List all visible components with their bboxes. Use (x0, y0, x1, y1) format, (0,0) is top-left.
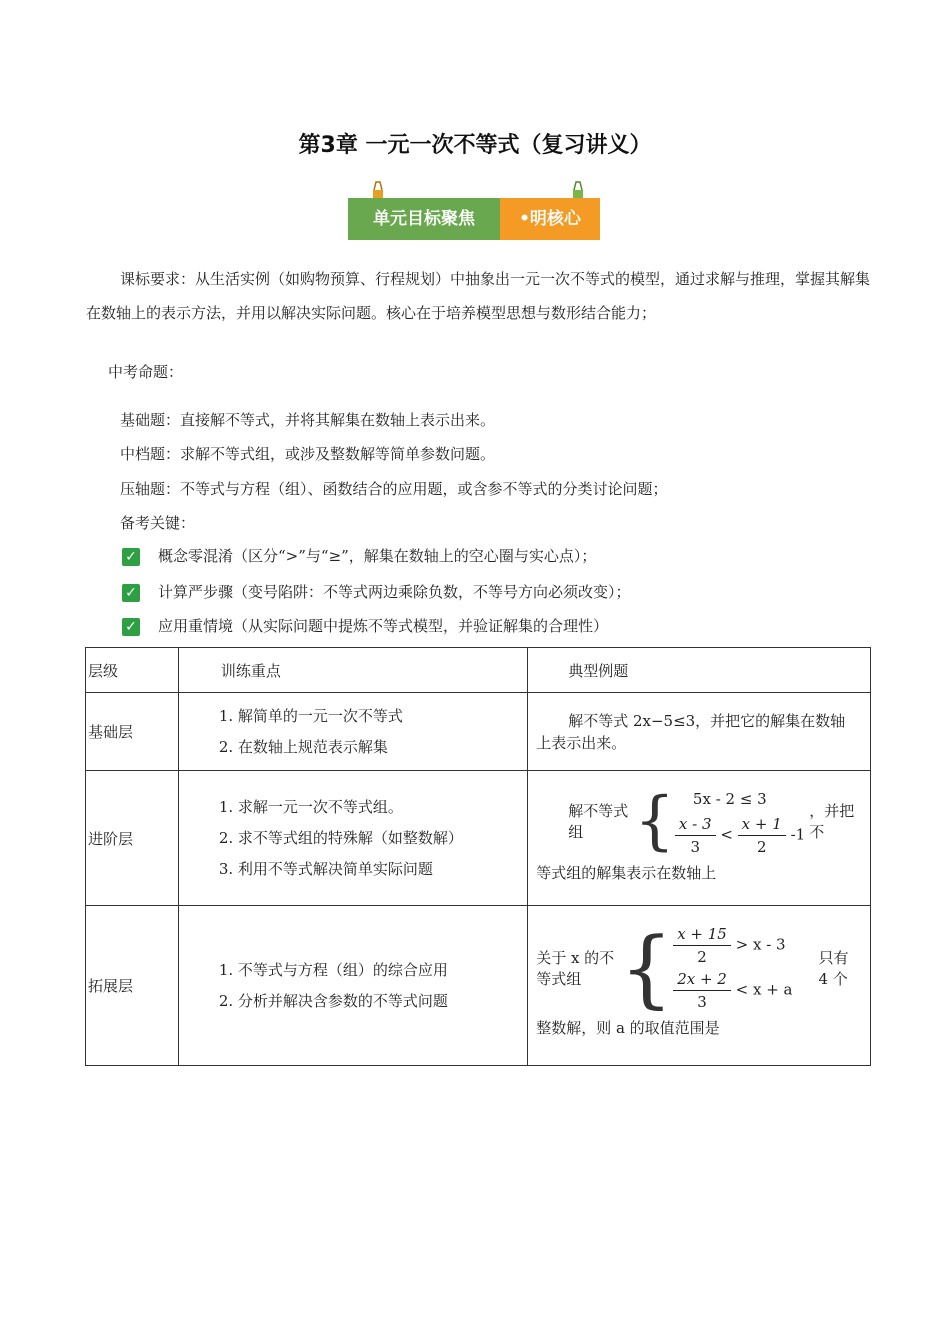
exam-item: 中档题：求解不等式组，或涉及整数解等简单参数问题。 (120, 445, 496, 463)
focus-item: 1. 不等式与方程（组）的综合应用 (218, 960, 448, 979)
header-example: 典型例题 (528, 648, 871, 693)
example-tail: 整数解，则 a 的取值范围是 (536, 1018, 720, 1037)
example-cell (528, 906, 871, 1066)
focus-item: 2. 求不等式组的特殊解（如整数解） (218, 828, 463, 847)
exam-heading: 中考命题： (108, 363, 184, 381)
fraction: $\frac{x + 1}{2}$ (738, 813, 786, 858)
check-item: ✓ 计算严步骤（变号陷阱：不等式两边乘除负数，不等号方向必须改变）； (122, 581, 631, 603)
inequality-system (673, 923, 792, 1013)
banner-right-label: •明核心 (500, 198, 600, 240)
focus-item: 1. 解简单的一元一次不等式 (218, 706, 403, 725)
header-focus: 训练重点 (178, 648, 527, 693)
exam-item: 压轴题：不等式与方程（组）、函数结合的应用题，或含参不等式的分类讨论问题； (120, 480, 668, 498)
fraction: $\frac{2x + 2}{3}$ (673, 968, 731, 1013)
check-item: ✓ 概念零混淆（区分“>”与“≥”，解集在数轴上的空心圈与实心点）； (122, 545, 596, 567)
level-cell: 进阶层 (86, 771, 179, 906)
example-prefix: 关于 x 的不等式组 (536, 948, 615, 988)
focus-cell (178, 906, 527, 1066)
equation-2: $\frac{2x + 2}{3}$ < x + a (673, 968, 792, 1013)
fraction: $\frac{x + 15}{2}$ (673, 923, 731, 968)
table-row (86, 693, 871, 771)
unit-goal-banner (348, 180, 602, 242)
focus-item: 2. 分析并解决含参数的不等式问题 (218, 991, 448, 1010)
example-cell (528, 771, 871, 906)
example-prefix: 解不等式组 (568, 802, 629, 841)
training-table (85, 647, 871, 1066)
table-row (86, 906, 871, 1066)
equation-2: $\frac{x - 3}{3}$ < $\frac{x + 1}{2}$ -1 (675, 813, 805, 858)
check-item: ✓ 应用重情境（从实际问题中提炼不等式模型，并验证解集的合理性） (122, 615, 608, 637)
exam-item: 基础题：直接解不等式，并将其解集在数轴上表示出来。 (120, 411, 496, 429)
inequality-system (675, 785, 805, 858)
example-suffix: ，并把不 (809, 802, 855, 841)
header-level: 层级 (86, 648, 179, 693)
fraction: $\frac{x - 3}{3}$ (675, 813, 716, 858)
checkbox-checked-icon: ✓ (122, 548, 140, 566)
page-title: 第3章 一元一次不等式（复习讲义） (298, 133, 652, 158)
curriculum-intro: 课标要求：从生活实例（如购物预算、行程规划）中抽象出一元一次不等式的模型，通过求解与推理，掌握其解集在数轴上的表示方法，并用以解决实际问题。核心在于培养模型思想与数形结合能力； (86, 270, 871, 322)
focus-cell (178, 693, 527, 771)
focus-item: 3. 利用不等式解决简单实际问题 (218, 859, 433, 878)
example-suffix: 只有 4 个 (818, 948, 849, 988)
exam-item: 备考关键： (120, 514, 196, 532)
level-cell: 拓展层 (86, 906, 179, 1066)
focus-item: 2. 在数轴上规范表示解集 (218, 737, 388, 756)
level-cell: 基础层 (86, 693, 179, 771)
checkbox-checked-icon: ✓ (122, 584, 140, 602)
table-header-row (86, 648, 871, 693)
equation-1: 5x - 2 ≤ 3 (692, 789, 767, 808)
focus-item: 1. 求解一元一次不等式组。 (218, 797, 403, 816)
example-tail: 等式组的解集表示在数轴上 (536, 863, 717, 882)
banner-left-label: 单元目标聚焦 (348, 198, 500, 240)
left-brace: { (634, 784, 675, 858)
equation-1: $\frac{x + 15}{2}$ > x - 3 (673, 923, 792, 968)
left-brace: { (619, 918, 674, 1017)
table-row (86, 771, 871, 906)
example-cell: 解不等式 2x−5≤3，并把它的解集在数轴上表示出来。 (528, 693, 871, 771)
focus-cell (178, 771, 527, 906)
checkbox-checked-icon: ✓ (122, 618, 140, 636)
